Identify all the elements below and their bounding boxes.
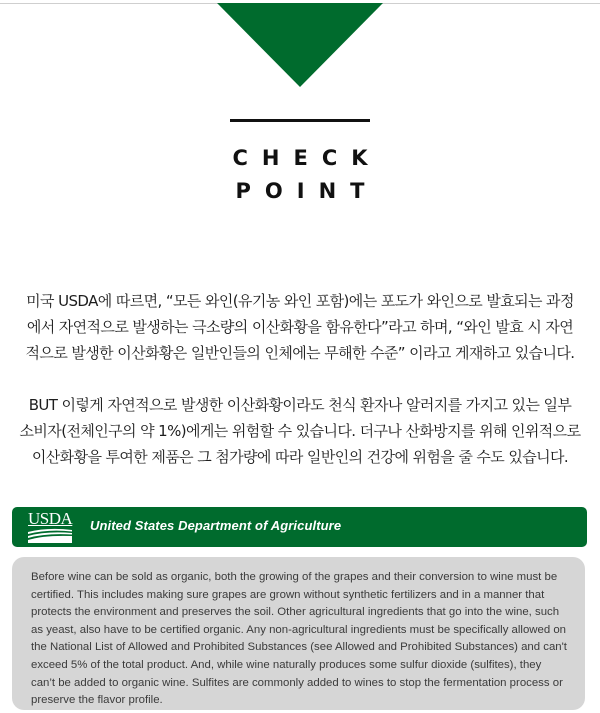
paragraph-line: 소비자(전체인구의 약 1%)에게는 위험할 수 있습니다. 더구나 산화방지를 위해 인위적으로 [19, 422, 581, 440]
korean-paragraph-2 [0, 392, 600, 470]
paragraph-line: 이산화황을 투여한 제품은 그 첨가량에 따라 일반인의 건강에 위험을 줄 수도 있습니다. [31, 448, 569, 466]
usda-info-box [12, 557, 585, 710]
section-title [0, 142, 600, 208]
usda-info-text [31, 569, 569, 710]
usda-field-icon [28, 528, 72, 543]
korean-paragraph-1 [0, 288, 600, 366]
info-line: can’t be added to organic wine. Sulfites are commonly added to wines to stop the fermentation process or [31, 676, 563, 689]
usda-banner [12, 507, 587, 547]
info-line: protects the environment and preserves the soil. Other agricultural ingredients that go into the wine, such [31, 606, 560, 619]
info-line: as yeast, also have to be certified organic. Any non-agricultural ingredients must be specifically allowed on [31, 623, 567, 636]
usda-department-name: United States Department of Agriculture [90, 518, 342, 533]
info-line: certified. This includes making sure grapes are grown without synthetic fertilizers and in a manner that [31, 588, 545, 601]
paragraph-line: 적으로 발생한 이산화황은 일반인들의 인체에는 무해한 수준” 이라고 게재하고 있습니다. [25, 344, 575, 362]
usda-logo-text: USDA [28, 509, 73, 528]
usda-logo [28, 510, 74, 544]
paragraph-line: 에서 자연적으로 발생하는 극소량의 이산화황을 함유한다”라고 하며, “와인 발효 시 자연 [26, 318, 574, 336]
title-line-1: CHECK [232, 146, 382, 170]
down-triangle-icon [217, 3, 383, 87]
title-divider [230, 119, 370, 122]
info-line: the National List of Allowed and Prohibited Substances (see Allowed and Prohibited Substances) and can't [31, 641, 567, 654]
title-line-2: POINT [235, 179, 379, 203]
paragraph-line: 미국 USDA에 따르면, “모든 와인(유기농 와인 포함)에는 포도가 와인으로 발효되는 과정 [26, 292, 574, 310]
paragraph-line: BUT 이렇게 자연적으로 발생한 이산화황이라도 천식 환자나 알러지를 가지고 있는 일부 [28, 396, 572, 414]
info-line: Before wine can be sold as organic, both the growing of the grapes and their conversion to wine must be [31, 571, 558, 583]
info-line: preserve the flavor profile. [31, 694, 163, 707]
info-line: exceed 5% of the total product. And, while wine naturally produces some sulfur dioxide (sulfites), they [31, 658, 542, 671]
